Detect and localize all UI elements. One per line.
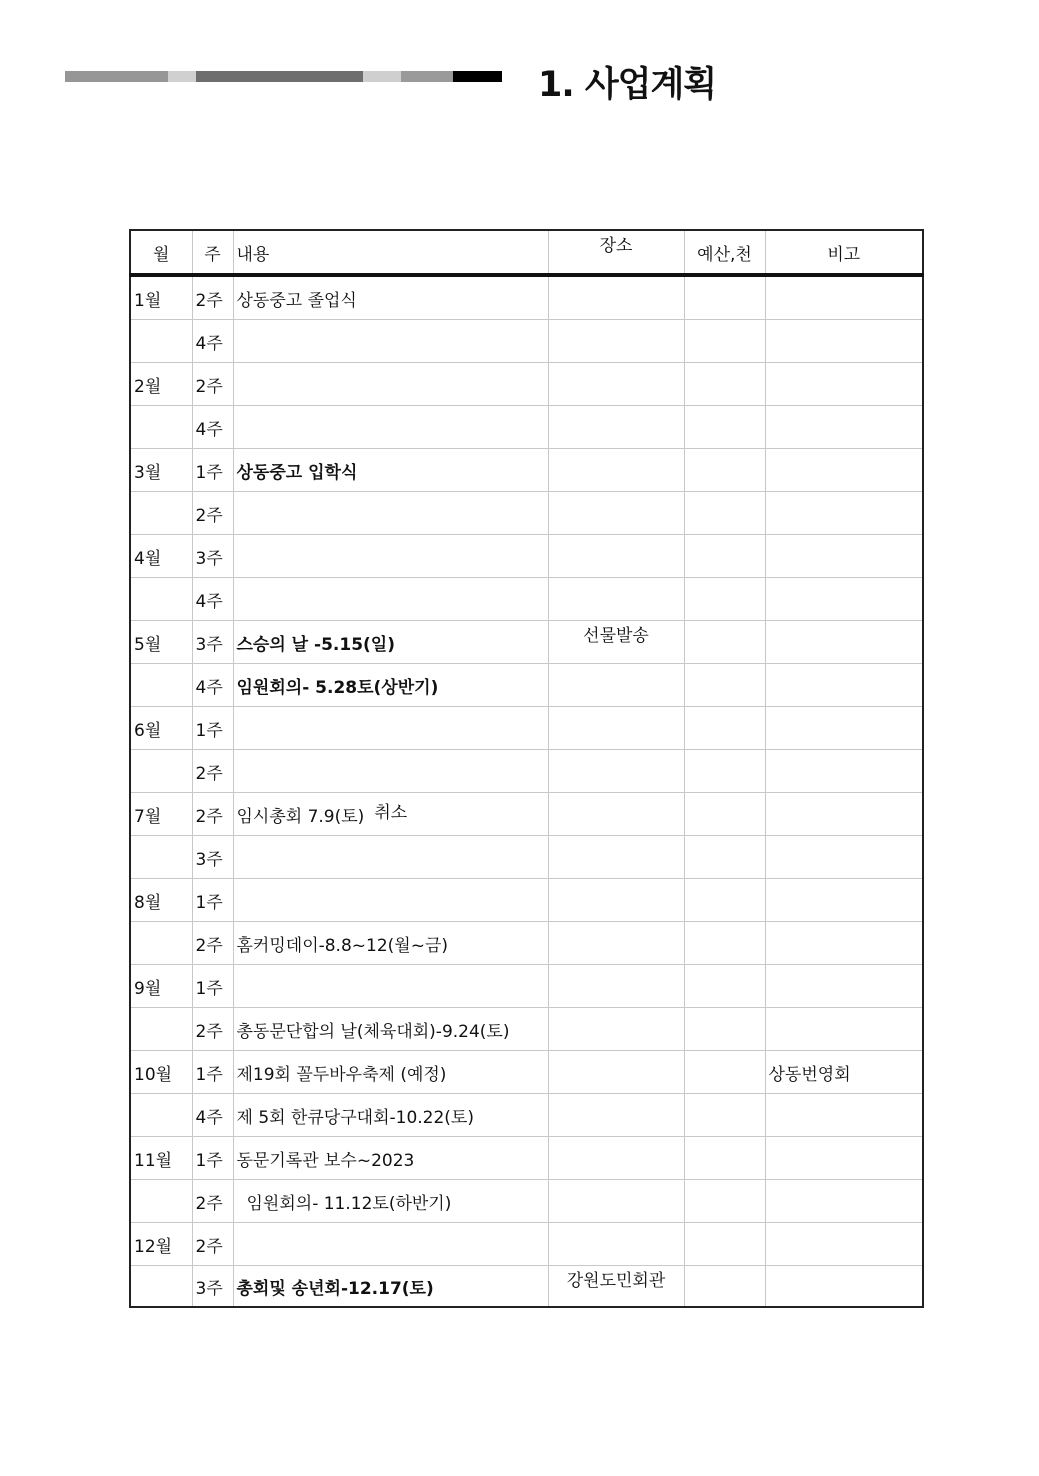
week-cell: 4주 (192, 664, 233, 707)
table-row (130, 664, 923, 707)
note-cell (765, 578, 923, 621)
content-cell (233, 793, 548, 836)
place-cell: 선물발송 (548, 621, 684, 664)
note-cell (765, 275, 923, 320)
note-cell (765, 836, 923, 879)
place-cell (548, 965, 684, 1008)
note-cell (765, 492, 923, 535)
note-cell (765, 1008, 923, 1051)
place-cell (548, 535, 684, 578)
content-cell (233, 1051, 548, 1094)
content-cell (233, 363, 548, 406)
budget-cell (684, 1223, 765, 1266)
column-header-month: 월 (130, 230, 192, 275)
week-cell: 2주 (192, 922, 233, 965)
table-row (130, 750, 923, 793)
month-cell (130, 1008, 192, 1051)
month-cell: 8월 (130, 879, 192, 922)
budget-cell (684, 664, 765, 707)
table-row (130, 1137, 923, 1180)
month-cell (130, 320, 192, 363)
content-cell (233, 275, 548, 320)
budget-cell (684, 1051, 765, 1094)
budget-cell (684, 275, 765, 320)
table-row (130, 320, 923, 363)
month-cell: 1월 (130, 275, 192, 320)
table-header-row (130, 230, 923, 275)
budget-cell (684, 965, 765, 1008)
table-row (130, 1094, 923, 1137)
month-cell (130, 406, 192, 449)
place-cell (548, 664, 684, 707)
table-row (130, 363, 923, 406)
note-cell (765, 406, 923, 449)
content-cell (233, 836, 548, 879)
week-cell: 1주 (192, 1137, 233, 1180)
week-cell: 3주 (192, 1266, 233, 1308)
note-cell (765, 750, 923, 793)
content-text: 임원회의- 11.12토(하반기) (246, 1193, 452, 1214)
budget-cell (684, 879, 765, 922)
column-header-note: 비고 (765, 230, 923, 275)
place-cell (548, 492, 684, 535)
content-cell (233, 1180, 548, 1223)
week-cell: 2주 (192, 793, 233, 836)
month-cell: 11월 (130, 1137, 192, 1180)
header-bar-segment (65, 71, 168, 82)
table-row (130, 449, 923, 492)
note-cell (765, 320, 923, 363)
content-text: 홈커밍데이-8.8~12(월~금) (236, 935, 449, 956)
header-bar-segment (363, 71, 401, 82)
place-cell (548, 836, 684, 879)
week-cell: 3주 (192, 621, 233, 664)
content-cell (233, 578, 548, 621)
table-row (130, 1266, 923, 1308)
content-text: 상동중고 졸업식 (236, 290, 357, 311)
budget-cell (684, 1180, 765, 1223)
week-cell: 3주 (192, 535, 233, 578)
place-cell (548, 707, 684, 750)
month-cell: 5월 (130, 621, 192, 664)
place-cell (548, 922, 684, 965)
place-cell (548, 750, 684, 793)
week-cell: 1주 (192, 1051, 233, 1094)
content-text: 총동문단합의 날(체육대회)-9.24(토) (236, 1021, 510, 1042)
budget-cell (684, 1266, 765, 1308)
month-cell: 10월 (130, 1051, 192, 1094)
week-cell: 2주 (192, 1008, 233, 1051)
place-cell (548, 1094, 684, 1137)
place-cell (548, 1008, 684, 1051)
note-cell (765, 1223, 923, 1266)
note-cell (765, 664, 923, 707)
budget-cell (684, 449, 765, 492)
note-cell (765, 879, 923, 922)
month-cell (130, 492, 192, 535)
budget-cell (684, 578, 765, 621)
month-cell (130, 1180, 192, 1223)
month-cell (130, 578, 192, 621)
week-cell: 2주 (192, 363, 233, 406)
content-cell (233, 621, 548, 664)
place-cell (548, 363, 684, 406)
note-cell (765, 363, 923, 406)
content-cell (233, 664, 548, 707)
budget-cell (684, 707, 765, 750)
content-cell (233, 535, 548, 578)
content-cell (233, 1094, 548, 1137)
month-cell: 7월 (130, 793, 192, 836)
note-cell (765, 1137, 923, 1180)
table-row (130, 1180, 923, 1223)
budget-cell (684, 492, 765, 535)
note-cell (765, 535, 923, 578)
content-cell (233, 1137, 548, 1180)
note-cell: 상동번영회 (765, 1051, 923, 1094)
column-header-budget: 예산,천 (684, 230, 765, 275)
table-row (130, 965, 923, 1008)
table-row (130, 406, 923, 449)
content-cell (233, 707, 548, 750)
content-cell (233, 320, 548, 363)
place-cell (548, 320, 684, 363)
week-cell: 4주 (192, 320, 233, 363)
week-cell: 4주 (192, 578, 233, 621)
month-cell (130, 836, 192, 879)
content-text: 동문기록관 보수~2023 (236, 1150, 415, 1171)
month-cell: 4월 (130, 535, 192, 578)
content-text: 제19회 꼴두바우축제 (예정) (236, 1064, 447, 1085)
week-cell: 2주 (192, 492, 233, 535)
place-cell (548, 449, 684, 492)
content-remark: 취소 (374, 802, 408, 823)
table-row (130, 1008, 923, 1051)
week-cell: 1주 (192, 707, 233, 750)
budget-cell (684, 1094, 765, 1137)
content-text: 총회및 송년회-12.17(토) (236, 1278, 434, 1299)
column-header-content: 내용 (233, 230, 548, 275)
budget-cell (684, 793, 765, 836)
month-cell: 6월 (130, 707, 192, 750)
budget-cell (684, 750, 765, 793)
content-cell (233, 879, 548, 922)
content-text: 상동중고 입학식 (236, 462, 358, 483)
table-row (130, 793, 923, 836)
place-cell (548, 275, 684, 320)
week-cell: 1주 (192, 879, 233, 922)
place-cell (548, 578, 684, 621)
column-header-place: 장소 (548, 230, 684, 275)
content-cell (233, 492, 548, 535)
table-row (130, 492, 923, 535)
table-row (130, 707, 923, 750)
note-cell (765, 1094, 923, 1137)
week-cell: 2주 (192, 750, 233, 793)
budget-cell (684, 535, 765, 578)
table-row (130, 275, 923, 320)
content-cell (233, 1223, 548, 1266)
note-cell (765, 922, 923, 965)
week-cell: 1주 (192, 965, 233, 1008)
table-row (130, 1051, 923, 1094)
header-bar-segment (401, 71, 453, 82)
month-cell: 9월 (130, 965, 192, 1008)
content-text: 임시총회 7.9(토) (236, 806, 365, 827)
month-cell (130, 1266, 192, 1308)
note-cell (765, 1266, 923, 1308)
week-cell: 2주 (192, 275, 233, 320)
note-cell (765, 793, 923, 836)
page-title: 1. 사업계획 (538, 65, 717, 105)
table-row (130, 1223, 923, 1266)
note-cell (765, 965, 923, 1008)
column-header-week: 주 (192, 230, 233, 275)
week-cell: 2주 (192, 1180, 233, 1223)
note-cell (765, 707, 923, 750)
table-row (130, 535, 923, 578)
week-cell: 1주 (192, 449, 233, 492)
content-text: 임원회의- 5.28토(상반기) (236, 677, 439, 698)
month-cell: 2월 (130, 363, 192, 406)
budget-cell (684, 1137, 765, 1180)
content-cell (233, 750, 548, 793)
month-cell (130, 664, 192, 707)
month-cell (130, 750, 192, 793)
budget-cell (684, 922, 765, 965)
place-cell: 강원도민회관 (548, 1266, 684, 1308)
week-cell: 4주 (192, 1094, 233, 1137)
place-cell (548, 1223, 684, 1266)
note-cell (765, 621, 923, 664)
table-row (130, 836, 923, 879)
week-cell: 4주 (192, 406, 233, 449)
budget-cell (684, 406, 765, 449)
header-bar-segment (453, 71, 502, 82)
month-cell (130, 1094, 192, 1137)
month-cell: 3월 (130, 449, 192, 492)
month-cell (130, 922, 192, 965)
note-cell (765, 1180, 923, 1223)
content-text: 제 5회 한큐당구대회-10.22(토) (236, 1107, 474, 1128)
header-bar-segment (168, 71, 196, 82)
table-row (130, 621, 923, 664)
table-row (130, 578, 923, 621)
budget-cell (684, 320, 765, 363)
place-cell (548, 879, 684, 922)
content-text: 스승의 날 -5.15(일) (236, 634, 395, 655)
week-cell: 3주 (192, 836, 233, 879)
content-cell (233, 965, 548, 1008)
table-row (130, 879, 923, 922)
content-cell (233, 1266, 548, 1308)
place-cell (548, 1051, 684, 1094)
table-row (130, 922, 923, 965)
note-cell (765, 449, 923, 492)
content-cell (233, 922, 548, 965)
content-cell (233, 406, 548, 449)
place-cell (548, 1137, 684, 1180)
content-cell (233, 1008, 548, 1051)
place-cell (548, 1180, 684, 1223)
budget-cell (684, 621, 765, 664)
place-cell (548, 406, 684, 449)
header-bar-segment (196, 71, 363, 82)
content-cell (233, 449, 548, 492)
month-cell: 12월 (130, 1223, 192, 1266)
budget-cell (684, 363, 765, 406)
budget-cell (684, 836, 765, 879)
business-plan-table (129, 229, 924, 1308)
budget-cell (684, 1008, 765, 1051)
week-cell: 2주 (192, 1223, 233, 1266)
place-cell (548, 793, 684, 836)
